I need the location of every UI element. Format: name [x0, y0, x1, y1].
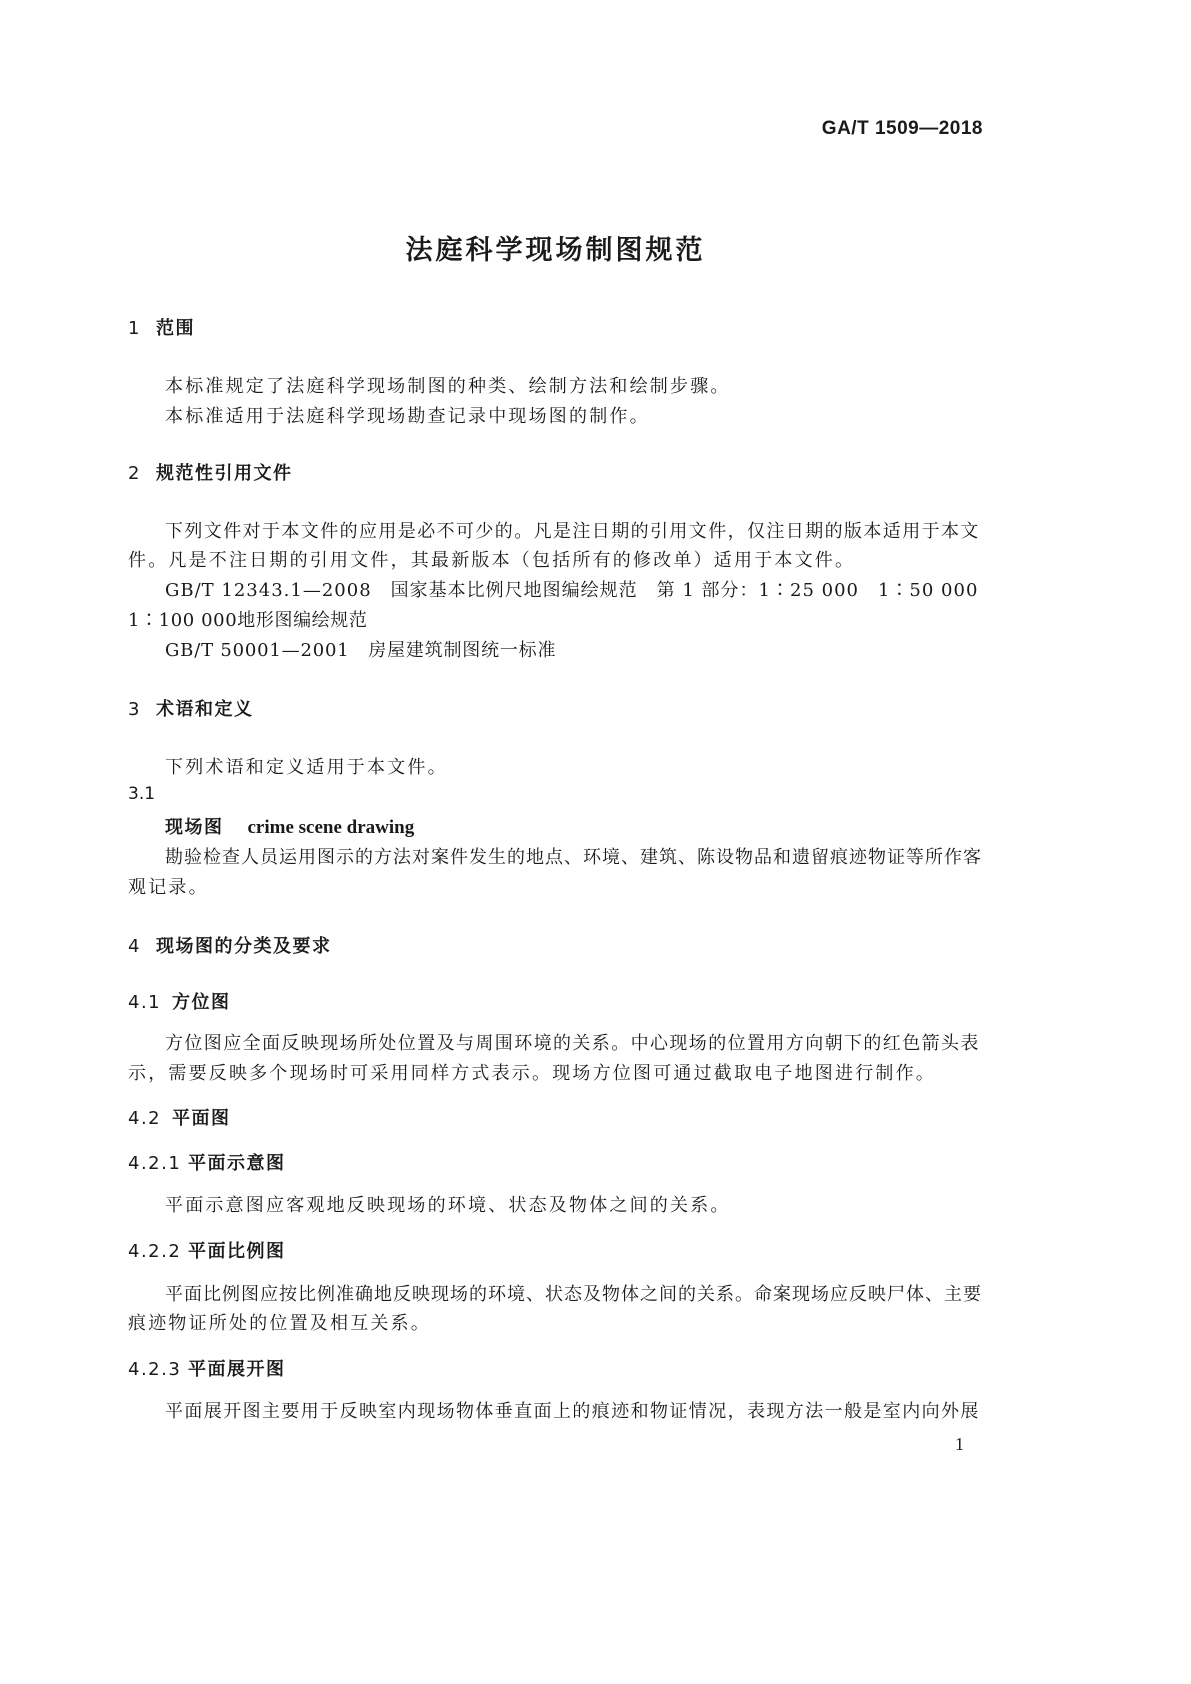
section-number: 4.2.1 [128, 1153, 182, 1174]
reference-item: GB/T 50001—2001 房屋建筑制图统一标准 [165, 640, 557, 661]
section-title: 平面比例图 [188, 1241, 286, 1262]
term-english: crime scene drawing [247, 817, 415, 838]
section-number: 3 [128, 699, 141, 720]
paragraph: 示，需要反映多个现场时可采用同样方式表示。现场方位图可通过截取电子地图进行制作。 [128, 1063, 936, 1084]
section-number: 1 [128, 318, 141, 339]
section-title: 平面图 [172, 1108, 231, 1129]
document-title: 法庭科学现场制图规范 [405, 235, 706, 266]
section-2-heading [128, 459, 293, 485]
section-title: 方位图 [172, 992, 231, 1013]
section-1-heading [128, 314, 195, 340]
section-title: 术语和定义 [156, 699, 254, 720]
paragraph: 下列术语和定义适用于本文件。 [165, 757, 448, 778]
reference-item: 1∶100 000地形图编绘规范 [128, 610, 368, 631]
paragraph: 本标准规定了法庭科学现场制图的种类、绘制方法和绘制步骤。 [165, 376, 731, 397]
section-number: 4.2.2 [128, 1241, 182, 1262]
section-3-heading [128, 695, 254, 721]
section-title: 平面示意图 [188, 1153, 286, 1174]
paragraph: 本标准适用于法庭科学现场勘查记录中现场图的制作。 [165, 406, 650, 427]
paragraph: 平面展开图主要用于反映室内现场物体垂直面上的痕迹和物证情况，表现方法一般是室内向外展 [165, 1401, 980, 1422]
subsection-4-2-1-heading [128, 1149, 286, 1175]
reference-item: GB/T 12343.1—2008 国家基本比例尺地图编绘规范 第 1 部分：1∶25 000 1∶50 000 [165, 580, 979, 601]
term-chinese: 现场图 [165, 817, 224, 838]
section-4-heading [128, 932, 332, 958]
standard-code: GA/T 1509—2018 [821, 118, 983, 139]
section-title: 平面展开图 [188, 1359, 286, 1380]
section-number: 2 [128, 463, 141, 484]
paragraph: 痕迹物证所处的位置及相互关系。 [128, 1313, 431, 1334]
definition: 观记录。 [128, 877, 209, 898]
section-number: 4.1 [128, 992, 162, 1013]
subsection-4-2-2-heading [128, 1237, 286, 1263]
paragraph: 方位图应全面反映现场所处位置及与周围环境的关系。中心现场的位置用方向朝下的红色箭头表 [165, 1033, 980, 1054]
section-number: 4.2.3 [128, 1359, 182, 1380]
paragraph: 件。凡是不注日期的引用文件，其最新版本（包括所有的修改单）适用于本文件。 [128, 550, 856, 571]
section-number: 4 [128, 936, 141, 957]
subsection-4-2-3-heading [128, 1355, 286, 1381]
section-title: 规范性引用文件 [156, 463, 293, 484]
section-number: 4.2 [128, 1108, 162, 1129]
term-number: 3.1 [128, 784, 156, 804]
section-title: 范围 [156, 318, 195, 339]
subsection-4-1-heading [128, 988, 231, 1014]
definition: 勘验检查人员运用图示的方法对案件发生的地点、环境、建筑、陈设物品和遗留痕迹物证等所作客 [165, 847, 982, 868]
paragraph: 平面示意图应客观地反映现场的环境、状态及物体之间的关系。 [165, 1195, 731, 1216]
page-number: 1 [955, 1434, 964, 1454]
paragraph: 平面比例图应按比例准确地反映现场的环境、状态及物体之间的关系。命案现场应反映尸体、主要 [165, 1284, 982, 1305]
term-entry [165, 813, 414, 839]
section-title: 现场图的分类及要求 [156, 936, 332, 957]
paragraph: 下列文件对于本文件的应用是必不可少的。凡是注日期的引用文件，仅注日期的版本适用于本文 [165, 521, 980, 542]
subsection-4-2-heading [128, 1104, 231, 1130]
